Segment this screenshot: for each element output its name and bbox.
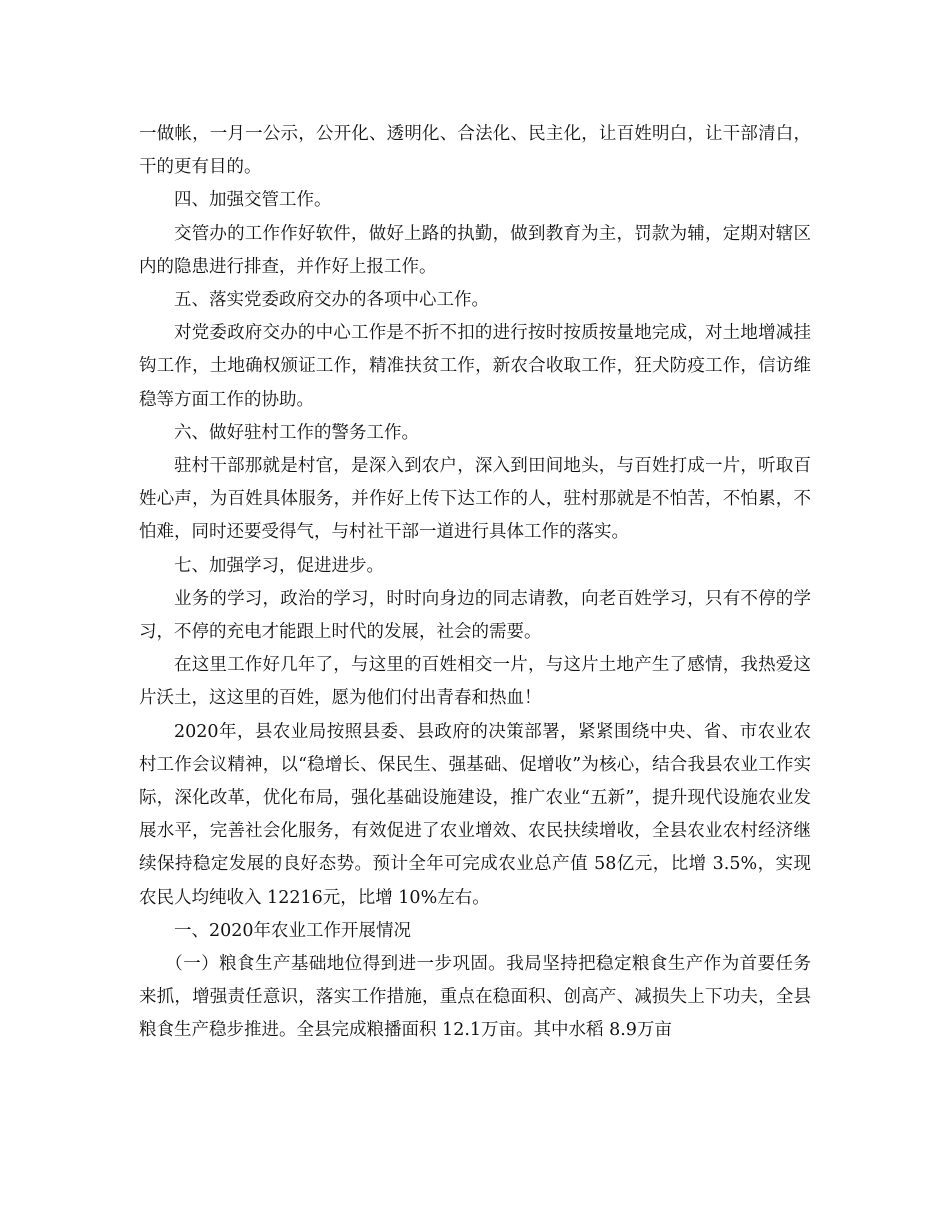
section-heading-7: 七、加强学习，促进进步。 bbox=[174, 555, 384, 576]
paragraph-continuation: 一做帐，一月一公示，公开化、透明化、合法化、民主化，让百姓明白，让干部清白，干的更有目的。 bbox=[139, 124, 811, 178]
paragraph-closing: 在这里工作好几年了，与这里的百姓相交一片，与这片土地产生了感情，我热爱这片沃土，这这里的百姓，愿为他们付出青春和热血！ bbox=[139, 655, 811, 709]
paragraph-agriculture-summary: 2020年，县农业局按照县委、县政府的决策部署，紧紧围绕中央、省、市农业农村工作会议精神，以“稳增长、保民生、强基础、促增收”为核心，结合我县农业工作实际，深化改革，优化布局，强化基础设施建设，推广农业“五新”，提升现代设施农业发展水平，完善社会化服务，有效促进了农业增效、农民扶续增收，全县农业农村经济继续保持稳定发展的良好态势。预计全年可完成农业总产值 58亿元，比增 3.5%，实现农民人均纯收入 12216元，比增 10%左右。 bbox=[139, 721, 811, 908]
paragraph-central-work: 对党委政府交办的中心工作是不折不扣的进行按时按质按量地完成，对土地增减挂钩工作，土地确权颁证工作，精准扶贫工作，新农合收取工作，狂犬防疫工作，信访维稳等方面工作的协助。 bbox=[139, 323, 811, 410]
paragraph-traffic: 交管办的工作作好软件，做好上路的执勤，做到教育为主，罚款为辅，定期对辖区内的隐患进行排查，并作好上报工作。 bbox=[139, 223, 811, 277]
paragraph-grain-production: （一）粮食生产基础地位得到进一步巩固。我局坚持把稳定粮食生产作为首要任务来抓，增强责任意识，落实工作措施，重点在稳面积、创高产、减损失上下功夫，全县粮食生产稳步推进。全县完成粮播面积 12.1万亩。其中水稻 8.9万亩 bbox=[139, 954, 811, 1041]
paragraph-study: 业务的学习，政治的学习，时时向身边的同志请教，向老百姓学习，只有不停的学习，不停的充电才能跟上时代的发展，社会的需要。 bbox=[139, 588, 811, 643]
section-heading-4: 四、加强交管工作。 bbox=[174, 190, 332, 211]
document-page bbox=[139, 118, 811, 1048]
section-heading-agri-1: 一、2020年农业工作开展情况 bbox=[174, 920, 412, 941]
section-heading-6: 六、做好驻村工作的警务工作。 bbox=[174, 422, 419, 443]
section-heading-5: 五、落实党委政府交办的各项中心工作。 bbox=[174, 290, 489, 311]
paragraph-village-work: 驻村干部那就是村官，是深入到农户，深入到田间地头，与百姓打成一片，听取百姓心声，为百姓具体服务，并作好上传下达工作的人，驻村那就是不怕苦，不怕累，不怕难，同时还要受得气，与村社干部一道进行具体工作的落实。 bbox=[139, 456, 811, 543]
